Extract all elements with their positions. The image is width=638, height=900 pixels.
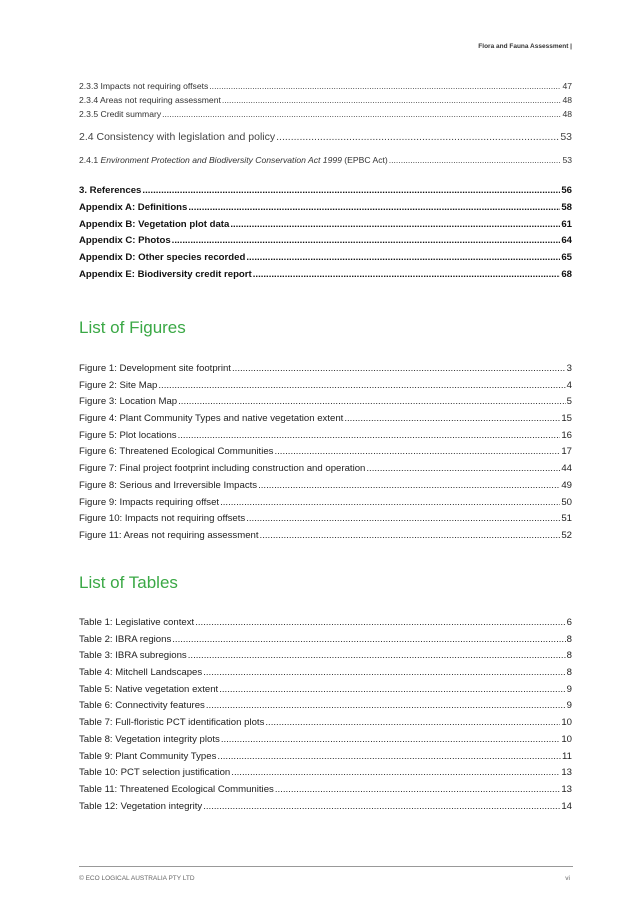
- table-entry-page: 9: [566, 700, 572, 712]
- toc-entry-page: 64: [561, 235, 572, 247]
- toc-entry-page: 65: [561, 252, 572, 264]
- dot-leader: [366, 463, 560, 474]
- figure-entry[interactable]: [79, 446, 572, 463]
- toc-entry[interactable]: [79, 185, 572, 202]
- table-entry[interactable]: [79, 667, 572, 684]
- figure-entry-page: 5: [566, 396, 572, 408]
- footer-page-number: vi: [565, 875, 570, 882]
- figure-entry-page: 17: [561, 446, 572, 458]
- toc-entry[interactable]: [79, 131, 572, 150]
- dot-leader: [253, 269, 561, 280]
- dot-leader: [142, 185, 560, 196]
- figure-entry[interactable]: [79, 513, 572, 530]
- figure-entry-label: Figure 6: Threatened Ecological Communities: [79, 446, 274, 458]
- table-entry-page: 13: [561, 783, 572, 795]
- dot-leader: [203, 667, 565, 678]
- toc-entry-label: 2.3.3 Impacts not requiring offsets: [79, 81, 209, 91]
- table-entry-page: 10: [561, 717, 572, 729]
- dot-leader: [246, 513, 560, 524]
- toc-entry-number: 2.4.1: [79, 155, 101, 165]
- dot-leader: [221, 734, 561, 745]
- dot-leader: [158, 380, 565, 391]
- toc-section-2-4-1: [79, 155, 572, 169]
- figure-entry[interactable]: [79, 363, 572, 380]
- dot-leader: [220, 497, 560, 508]
- toc-entry-label: 3. References: [79, 185, 142, 196]
- figure-entry[interactable]: [79, 497, 572, 514]
- dot-leader: [230, 219, 560, 230]
- toc-entry-page: 47: [562, 81, 572, 91]
- figure-entry-page: 16: [561, 429, 572, 441]
- toc-entry[interactable]: [79, 269, 572, 286]
- toc-entry[interactable]: [79, 202, 572, 219]
- toc-entry-label: Appendix D: Other species recorded: [79, 252, 246, 264]
- toc-entry-label: Appendix C: Photos: [79, 235, 171, 247]
- table-entry-page: 11: [562, 750, 572, 762]
- table-entry-label: Table 5: Native vegetation extent: [79, 683, 219, 695]
- table-entry-label: Table 1: Legislative context: [79, 617, 195, 628]
- dot-leader: [232, 363, 566, 374]
- table-entry[interactable]: [79, 801, 572, 818]
- toc-entry-page: 56: [561, 185, 572, 196]
- table-entry[interactable]: [79, 700, 572, 717]
- dot-leader: [203, 801, 560, 812]
- figure-entry-page: 4: [566, 379, 572, 391]
- figure-entry-page: 50: [561, 496, 572, 508]
- toc-entry-italic-title: Environment Protection and Biodiversity Conservation Act 1999: [100, 155, 342, 165]
- figure-entry-label: Figure 9: Impacts requiring offset: [79, 496, 220, 508]
- toc-entry-label: Appendix B: Vegetation plot data: [79, 218, 230, 230]
- toc-entry[interactable]: [79, 81, 572, 95]
- toc-entry-label: Appendix A: Definitions: [79, 201, 188, 213]
- table-entry-label: Table 3: IBRA subregions: [79, 650, 187, 662]
- figure-entry-label: Figure 11: Areas not requiring assessment: [79, 529, 259, 541]
- table-entry[interactable]: [79, 767, 572, 784]
- dot-leader: [162, 109, 561, 119]
- toc-entry[interactable]: [79, 95, 572, 109]
- table-entry-label: Table 8: Vegetation integrity plots: [79, 733, 220, 745]
- toc-entry-page: 53: [560, 131, 572, 143]
- list-of-tables-heading: List of Tables: [79, 573, 178, 592]
- table-entry-label: Table 12: Vegetation integrity: [79, 800, 203, 812]
- table-entry[interactable]: [79, 734, 572, 751]
- toc-entry-page: 48: [562, 95, 572, 105]
- dot-leader: [276, 131, 559, 143]
- running-header: Flora and Fauna Assessment |: [478, 43, 572, 50]
- dot-leader: [217, 751, 561, 762]
- toc-entry[interactable]: [79, 219, 572, 236]
- dot-leader: [219, 684, 565, 695]
- table-entry-label: Table 4: Mitchell Landscapes: [79, 667, 203, 679]
- figure-entry-page: 3: [566, 363, 572, 374]
- table-entry[interactable]: [79, 751, 572, 768]
- table-entry-page: 13: [561, 767, 572, 779]
- figure-entry-label: Figure 5: Plot locations: [79, 429, 177, 441]
- figure-entry[interactable]: [79, 380, 572, 397]
- toc-entry-page: 48: [562, 109, 572, 119]
- figure-entry-label: Figure 10: Impacts not requiring offsets: [79, 513, 246, 525]
- dot-leader: [188, 202, 560, 213]
- figure-entry-label: Figure 7: Final project footprint including construction and operation: [79, 463, 366, 475]
- dot-leader: [389, 155, 562, 165]
- dot-leader: [231, 767, 560, 778]
- figure-entry-page: 44: [561, 463, 572, 475]
- dot-leader: [258, 480, 560, 491]
- toc-main-list: [79, 185, 572, 286]
- table-entry[interactable]: [79, 784, 572, 801]
- figure-entry-label: Figure 4: Plant Community Types and native vegetation extent: [79, 413, 344, 425]
- figure-entry[interactable]: [79, 396, 572, 413]
- list-of-tables: [79, 617, 572, 817]
- figure-entry-page: 15: [561, 413, 572, 425]
- toc-entry-label: 2.4 Consistency with legislation and policy: [79, 131, 276, 143]
- toc-entry-label: Appendix E: Biodiversity credit report: [79, 268, 252, 280]
- table-entry-label: Table 7: Full-floristic PCT identification plots: [79, 717, 265, 729]
- figure-entry-label: Figure 8: Serious and Irreversible Impacts: [79, 479, 258, 491]
- dot-leader: [172, 235, 561, 246]
- list-of-figures-heading: List of Figures: [79, 318, 186, 337]
- toc-entry-page: 61: [561, 218, 572, 230]
- footer-divider: [79, 866, 573, 867]
- table-entry-page: 14: [561, 800, 572, 812]
- dot-leader: [172, 634, 565, 645]
- toc-entry-label: [79, 155, 388, 165]
- toc-section-2-4: [79, 131, 572, 150]
- list-of-figures: [79, 363, 572, 547]
- dot-leader: [188, 650, 566, 661]
- figure-entry-label: Figure 2: Site Map: [79, 379, 158, 391]
- figure-entry-page: 52: [561, 529, 572, 541]
- toc-entry-page: 53: [562, 155, 572, 165]
- table-entry-page: 10: [561, 733, 572, 745]
- table-entry[interactable]: [79, 650, 572, 667]
- table-entry-page: 8: [566, 667, 572, 679]
- toc-entry[interactable]: [79, 109, 572, 123]
- table-entry-page: 9: [566, 683, 572, 695]
- table-entry-page: 8: [566, 650, 572, 662]
- table-entry[interactable]: [79, 617, 572, 634]
- toc-entry-label: 2.3.4 Areas not requiring assessment: [79, 95, 221, 105]
- table-entry[interactable]: [79, 684, 572, 701]
- table-entry-page: 8: [566, 633, 572, 645]
- table-entry-label: Table 2: IBRA regions: [79, 633, 172, 645]
- table-entry[interactable]: [79, 717, 572, 734]
- footer-copyright: © ECO LOGICAL AUSTRALIA PTY LTD: [79, 875, 195, 882]
- figure-entry[interactable]: [79, 480, 572, 497]
- toc-entry[interactable]: [79, 252, 572, 269]
- table-entry-label: Table 10: PCT selection justification: [79, 767, 231, 779]
- dot-leader: [206, 700, 566, 711]
- figure-entry[interactable]: [79, 413, 572, 430]
- toc-entry-page: 68: [561, 268, 572, 280]
- dot-leader: [265, 717, 560, 728]
- figure-entry[interactable]: [79, 530, 572, 547]
- dot-leader: [344, 413, 560, 424]
- figure-entry-page: 51: [561, 513, 572, 525]
- dot-leader: [246, 252, 560, 263]
- dot-leader: [275, 784, 561, 795]
- dot-leader: [209, 81, 561, 91]
- dot-leader: [178, 396, 566, 407]
- figure-entry-label: Figure 1: Development site footprint: [79, 363, 231, 374]
- toc-entry[interactable]: [79, 235, 572, 252]
- table-entry-label: Table 9: Plant Community Types: [79, 750, 217, 762]
- dot-leader: [195, 617, 565, 628]
- table-entry-label: Table 11: Threatened Ecological Communities: [79, 783, 274, 795]
- toc-entry-label: 2.3.5 Credit summary: [79, 109, 162, 119]
- toc-entry[interactable]: [79, 155, 572, 169]
- table-entry-label: Table 6: Connectivity features: [79, 700, 205, 712]
- figure-entry[interactable]: [79, 463, 572, 480]
- figure-entry-page: 49: [561, 479, 572, 491]
- table-entry[interactable]: [79, 634, 572, 651]
- toc-subsection-list: [79, 81, 572, 123]
- dot-leader: [274, 446, 560, 457]
- dot-leader: [222, 95, 562, 105]
- figure-entry-label: Figure 3: Location Map: [79, 396, 178, 408]
- toc-entry-page: 58: [561, 201, 572, 213]
- figure-entry[interactable]: [79, 430, 572, 447]
- toc-entry-suffix: (EPBC Act): [341, 155, 388, 165]
- dot-leader: [178, 430, 561, 441]
- dot-leader: [260, 530, 561, 541]
- table-entry-page: 6: [566, 617, 572, 628]
